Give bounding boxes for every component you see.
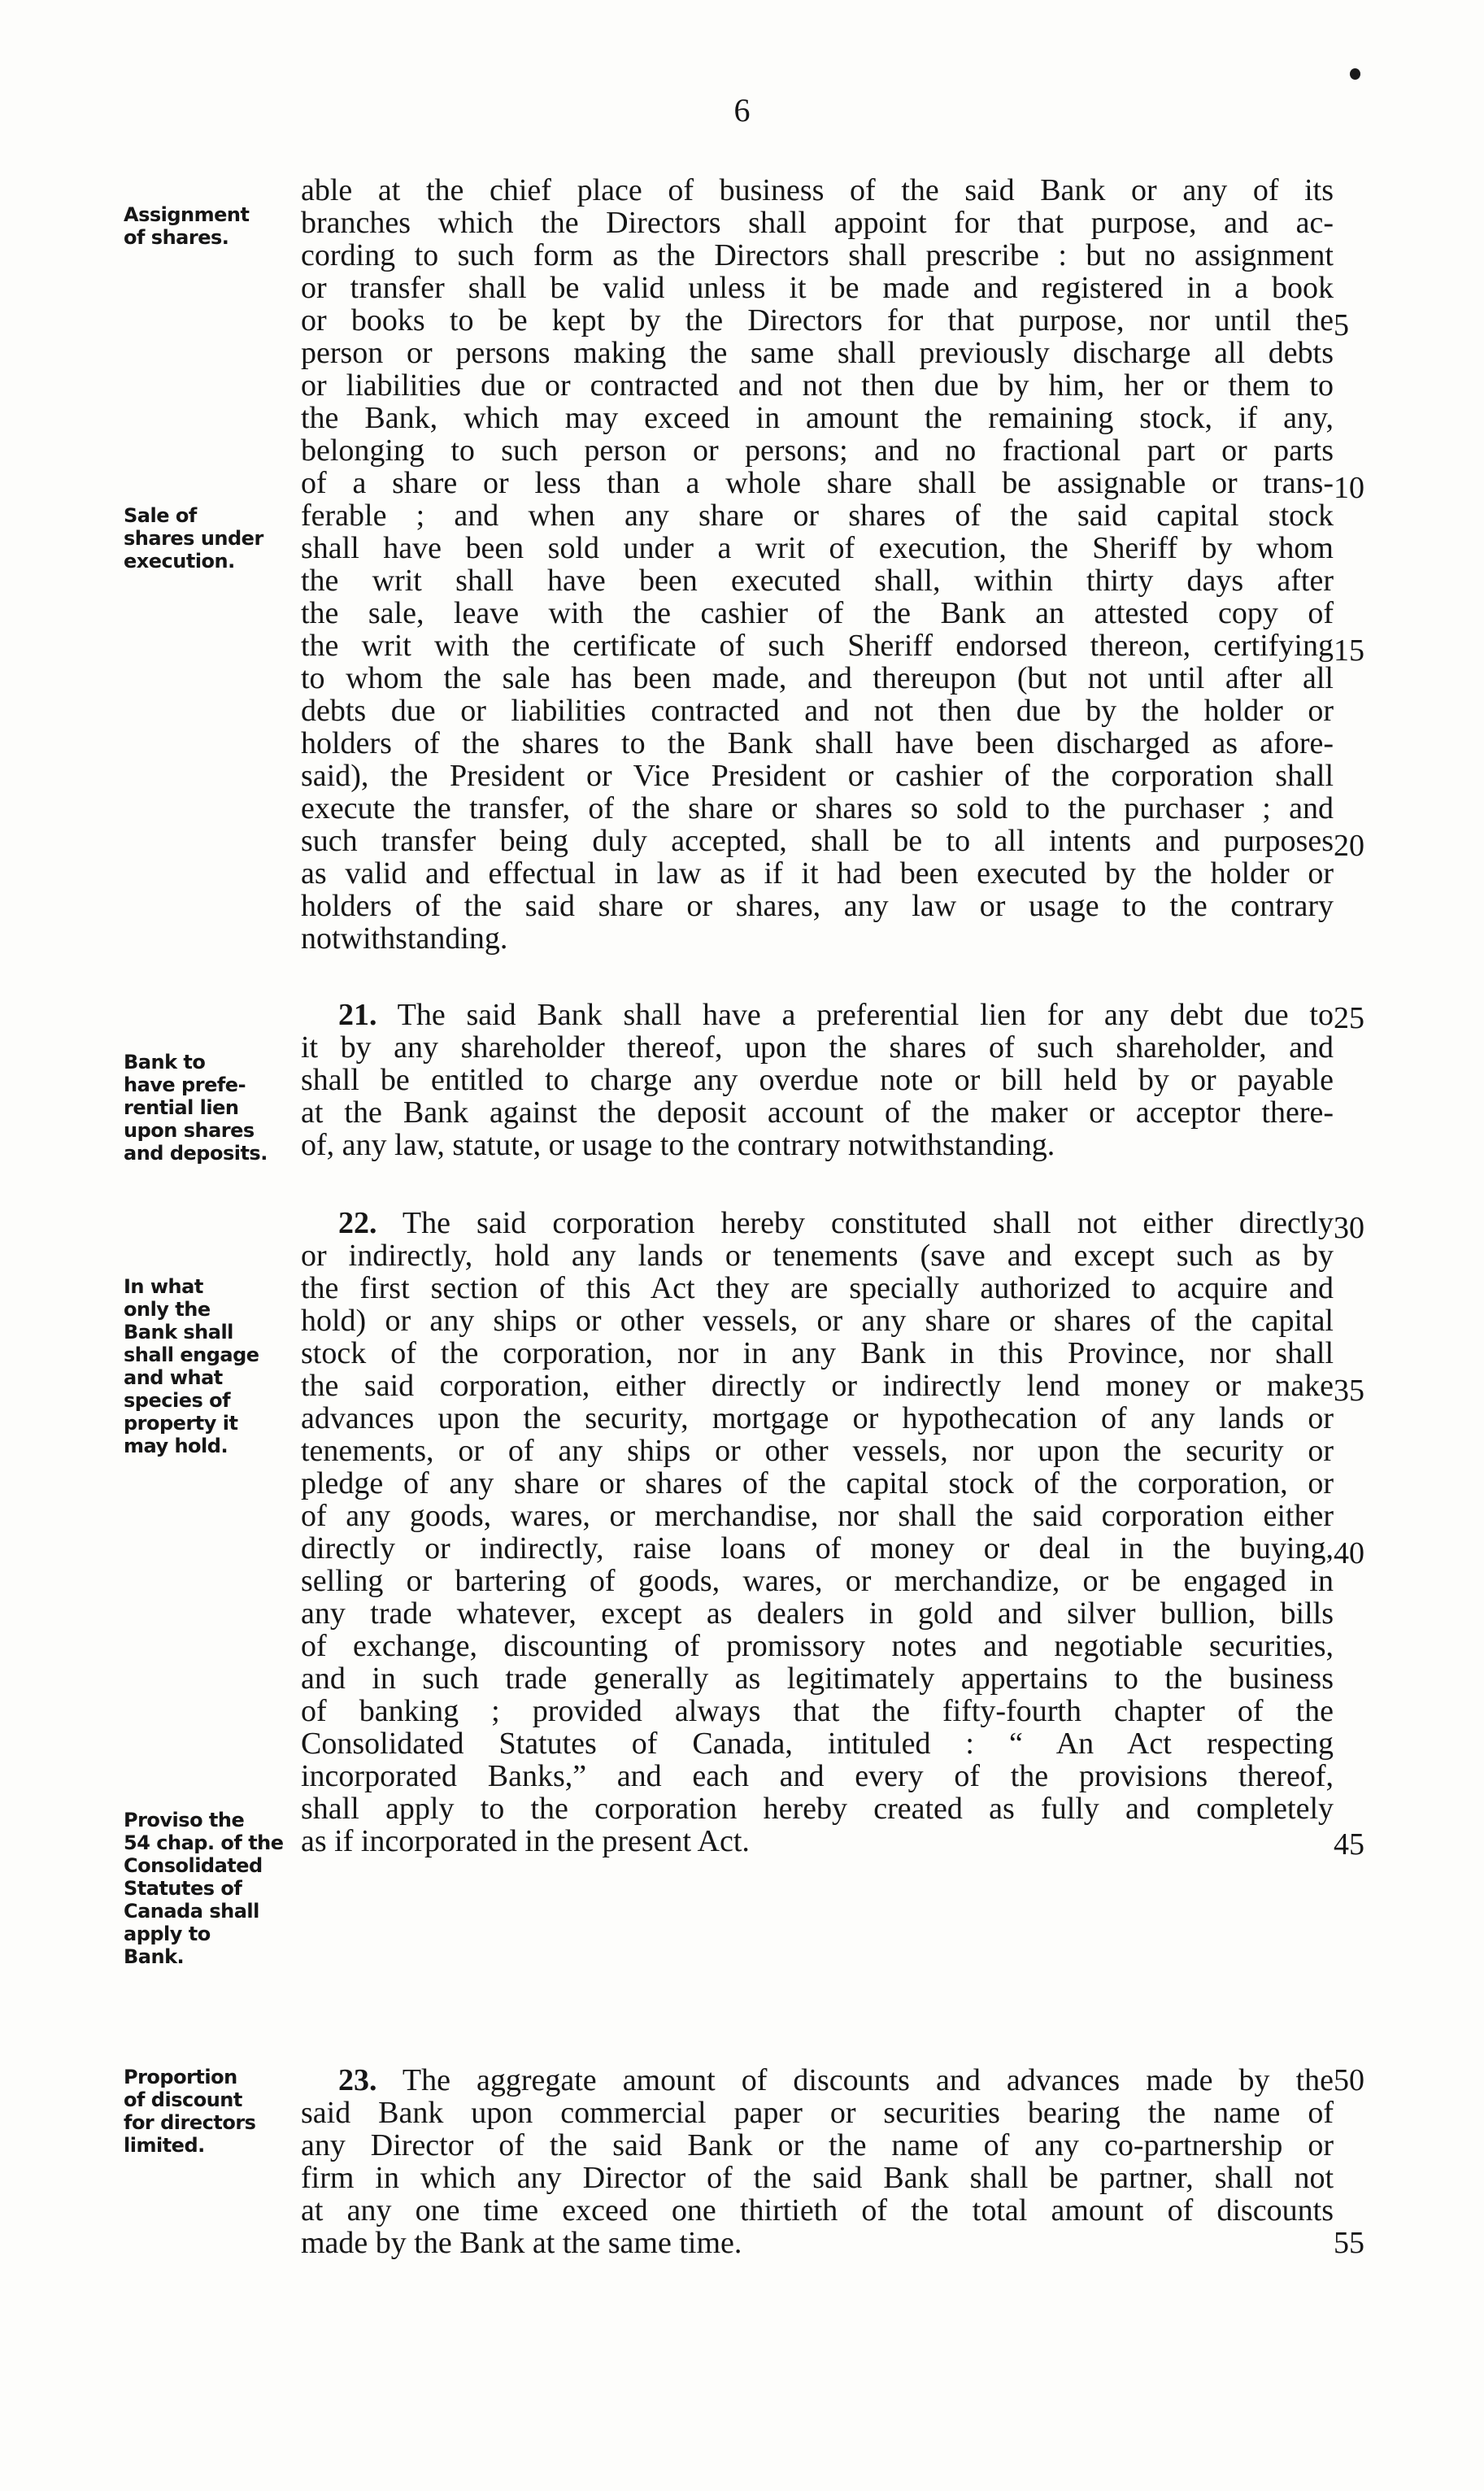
- margin-note-lien: [124, 1051, 294, 1165]
- margin-note-line: may hold.: [124, 1435, 228, 1457]
- body-line: of exchange, discounting of promissory notes and negotiable securities,: [301, 1629, 1334, 1663]
- margin-note-proportion: [124, 2066, 294, 2157]
- margin-note-line: for directors: [124, 2111, 256, 2134]
- body-line: said Bank upon commercial paper or securities bearing the name of: [301, 2096, 1334, 2130]
- margin-note-line: and what: [124, 1366, 223, 1389]
- body-line: Consolidated Statutes of Canada, intituled : “ An Act respecting: [301, 1727, 1334, 1761]
- margin-note-assignment: [124, 203, 294, 249]
- section-first-text: The said corporation hereby constituted shall not either directly: [402, 1206, 1334, 1240]
- section-number: 22.: [338, 1206, 377, 1240]
- body-line: stock of the corporation, nor in any Bank in this Province, nor shall: [301, 1336, 1334, 1370]
- line-number: 10: [1334, 471, 1364, 505]
- body-line: said), the President or Vice President or cashier of the corporation shall: [301, 759, 1334, 793]
- margin-note-line: Assignment: [124, 203, 250, 226]
- body-line: holders of the said share or shares, any law or usage to the contrary: [301, 889, 1334, 923]
- body-line: shall apply to the corporation hereby created as fully and completely: [301, 1792, 1334, 1826]
- margin-note-line: execution.: [124, 550, 235, 573]
- body-line: the said corporation, either directly or indirectly lend money or make: [301, 1369, 1334, 1403]
- body-line: the Bank, which may exceed in amount the remaining stock, if any,: [301, 401, 1334, 435]
- margin-note-line: Bank.: [124, 1945, 185, 1968]
- body-line: the first section of this Act they are specially authorized to acquire and: [301, 1271, 1334, 1305]
- section-first-line: [301, 997, 1334, 1033]
- body-line: debts due or liabilities contracted and not then due by the holder or: [301, 694, 1334, 728]
- margin-note-line: species of: [124, 1389, 231, 1412]
- body-line: as valid and effectual in law as if it had been executed by the holder or: [301, 856, 1334, 891]
- body-line: advances upon the security, mortgage or hypothecation of any lands or: [301, 1401, 1334, 1435]
- margin-note-line: Sale of: [124, 504, 197, 527]
- body-line: shall be entitled to charge any overdue note or bill held by or payable: [301, 1063, 1334, 1097]
- line-number: 45: [1334, 1827, 1364, 1862]
- margin-note-line: have prefe-: [124, 1073, 246, 1096]
- section-number: 21.: [338, 998, 377, 1032]
- body-line: execute the transfer, of the share or shares so sold to the purchaser ; and: [301, 791, 1334, 825]
- section-number: 23.: [338, 2063, 377, 2097]
- body-line: directly or indirectly, raise loans of money or deal in the buying,: [301, 1531, 1334, 1566]
- line-number: 30: [1334, 1211, 1364, 1245]
- margin-note-line: Statutes of: [124, 1877, 242, 1900]
- margin-note-line: Consolidated: [124, 1854, 263, 1877]
- margin-note-line: Bank shall: [124, 1321, 233, 1343]
- body-line: it by any shareholder thereof, upon the shares of such shareholder, and: [301, 1030, 1334, 1065]
- body-line: or indirectly, hold any lands or tenements (save and except such as by: [301, 1239, 1334, 1273]
- margin-note-line: Canada shall: [124, 1900, 259, 1923]
- margin-note-line: rential lien: [124, 1096, 239, 1119]
- body-line: incorporated Banks,” and each and every of the provisions thereof,: [301, 1759, 1334, 1793]
- body-line: pledge of any share or shares of the capital stock of the corporation, or: [301, 1466, 1334, 1500]
- body-line: of, any law, statute, or usage to the contrary notwithstanding.: [301, 1128, 1055, 1162]
- line-number: 50: [1334, 2063, 1364, 2097]
- body-line: the writ shall have been executed shall, within thirty days after: [301, 564, 1334, 598]
- margin-note-sale: [124, 504, 294, 573]
- line-number: 20: [1334, 829, 1364, 863]
- body-line: person or persons making the same shall previously discharge all debts: [301, 336, 1334, 370]
- body-line: any Director of the said Bank or the name of any co-partnership or: [301, 2128, 1334, 2162]
- section-first-line: [301, 2062, 1334, 2098]
- margin-note-line: upon shares: [124, 1119, 255, 1142]
- body-line: the writ with the certificate of such Sheriff endorsed thereon, certifying: [301, 629, 1334, 663]
- body-line: or books to be kept by the Directors for that purpose, nor until the: [301, 303, 1334, 338]
- margin-note-hold: [124, 1275, 294, 1457]
- margin-note-line: property it: [124, 1412, 238, 1435]
- body-line: or liabilities due or contracted and not then due by him, her or them to: [301, 368, 1334, 403]
- margin-note-line: and deposits.: [124, 1142, 268, 1165]
- body-line: at the Bank against the deposit account of the maker or acceptor there-: [301, 1095, 1334, 1130]
- body-line: of a share or less than a whole share shall be assignable or trans-: [301, 466, 1334, 500]
- body-line: cording to such form as the Directors shall prescribe : but no assignment: [301, 238, 1334, 272]
- body-line: branches which the Directors shall appoint for that purpose, and ac-: [301, 206, 1334, 240]
- margin-note-line: apply to: [124, 1923, 211, 1945]
- ink-dot: [1350, 68, 1360, 80]
- body-line: notwithstanding.: [301, 921, 508, 956]
- body-line: selling or bartering of goods, wares, or merchandize, or be engaged in: [301, 1564, 1334, 1598]
- margin-note-line: of discount: [124, 2088, 242, 2111]
- body-line: such transfer being duly accepted, shall be to all intents and purposes: [301, 824, 1334, 858]
- body-line: at any one time exceed one thirtieth of the total amount of discounts: [301, 2193, 1334, 2228]
- body-line: firm in which any Director of the said Bank shall be partner, shall not: [301, 2161, 1334, 2195]
- line-number: 25: [1334, 1001, 1364, 1035]
- margin-note-proviso: [124, 1809, 294, 1968]
- body-line: to whom the sale has been made, and thereupon (but not until after all: [301, 661, 1334, 695]
- body-line: made by the Bank at the same time.: [301, 2226, 742, 2260]
- body-line: as if incorporated in the present Act.: [301, 1824, 750, 1858]
- margin-note-line: Proportion: [124, 2066, 237, 2088]
- body-line: or transfer shall be valid unless it be made and registered in a book: [301, 271, 1334, 305]
- line-number: 35: [1334, 1374, 1364, 1408]
- body-line: holders of the shares to the Bank shall have been discharged as afore-: [301, 726, 1334, 760]
- body-line: any trade whatever, except as dealers in gold and silver bullion, bills: [301, 1596, 1334, 1631]
- body-line: shall have been sold under a writ of execution, the Sheriff by whom: [301, 531, 1334, 565]
- page-number: 6: [733, 92, 751, 128]
- line-number: 55: [1334, 2226, 1364, 2260]
- body-line: able at the chief place of business of the said Bank or any of its: [301, 173, 1334, 207]
- margin-note-line: 54 chap. of the: [124, 1831, 284, 1854]
- margin-note-line: In what: [124, 1275, 203, 1298]
- margin-note-line: Proviso the: [124, 1809, 245, 1831]
- body-line: hold) or any ships or other vessels, or any share or shares of the capital: [301, 1304, 1334, 1338]
- margin-note-line: of shares.: [124, 226, 229, 249]
- body-line: of banking ; provided always that the fifty-fourth chapter of the: [301, 1694, 1334, 1728]
- section-first-line: [301, 1205, 1334, 1241]
- body-line: of any goods, wares, or merchandise, nor shall the said corporation either: [301, 1499, 1334, 1533]
- section-first-text: The said Bank shall have a preferential lien for any debt due to: [397, 998, 1334, 1032]
- body-line: ferable ; and when any share or shares of the said capital stock: [301, 499, 1334, 533]
- margin-note-line: only the: [124, 1298, 211, 1321]
- margin-note-line: limited.: [124, 2134, 205, 2157]
- line-number: 15: [1334, 634, 1364, 668]
- body-line: belonging to such person or persons; and no fractional part or parts: [301, 433, 1334, 468]
- body-line: tenements, or of any ships or other vessels, nor upon the security or: [301, 1434, 1334, 1468]
- margin-note-line: shall engage: [124, 1343, 259, 1366]
- line-number: 5: [1334, 308, 1349, 342]
- section-first-text: The aggregate amount of discounts and advances made by the: [402, 2063, 1334, 2097]
- body-line: the sale, leave with the cashier of the Bank an attested copy of: [301, 596, 1334, 630]
- line-number: 40: [1334, 1536, 1364, 1570]
- margin-note-line: Bank to: [124, 1051, 206, 1073]
- body-line: and in such trade generally as legitimately appertains to the business: [301, 1661, 1334, 1696]
- margin-note-line: shares under: [124, 527, 263, 550]
